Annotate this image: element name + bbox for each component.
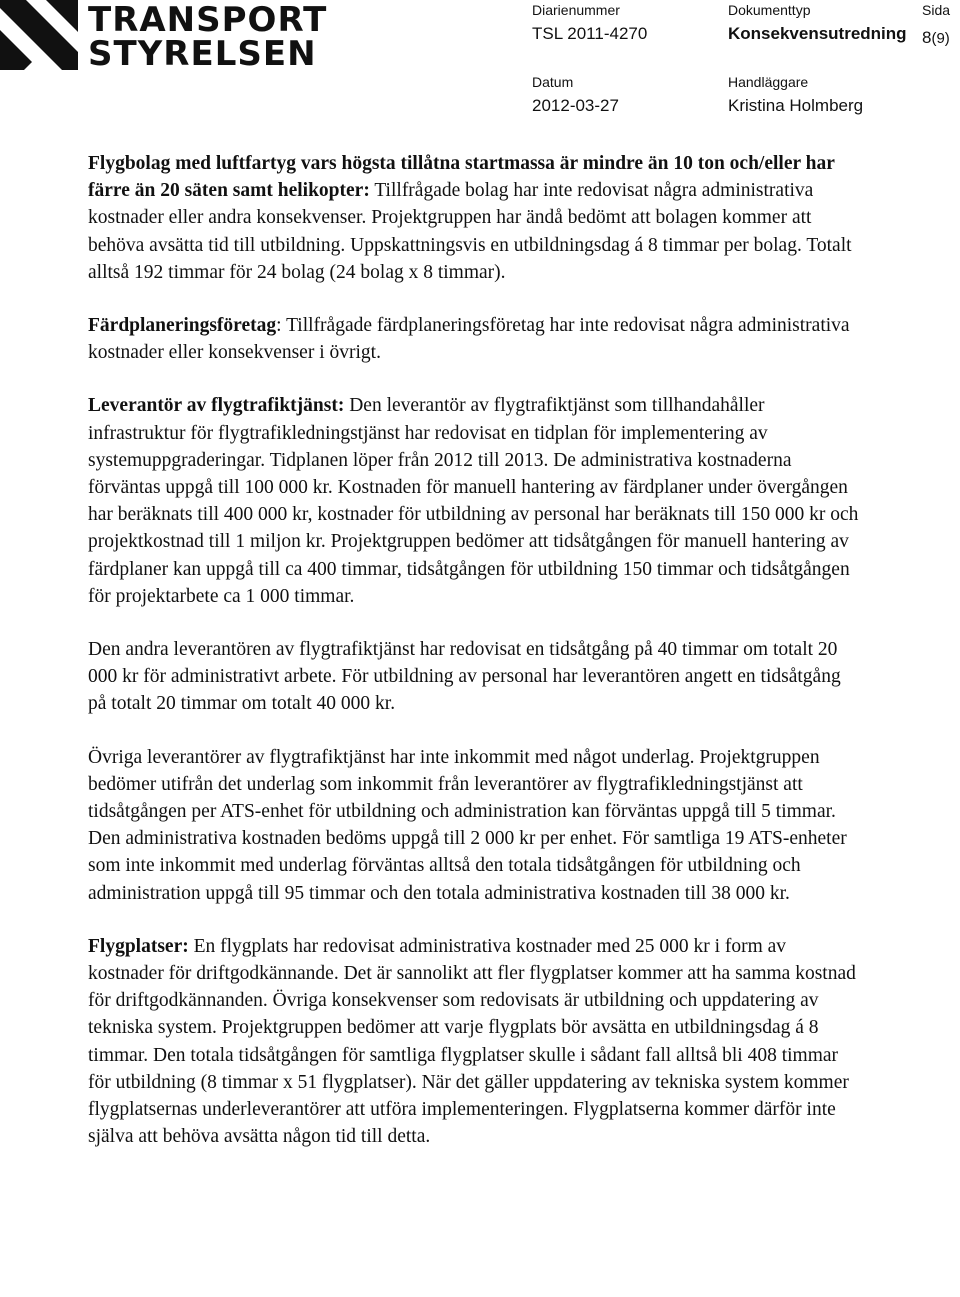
paragraph-lead: Färdplaneringsföretag: [88, 315, 277, 337]
logo-text-line1: TRANSPORT: [88, 0, 328, 40]
paragraph-text: : Tillfrågade färdplaneringsföretag har inte redovisat några administrativa kostnader eller konsekvenser i övrigt.: [88, 315, 850, 364]
paragraph-andra-leverantoren: [88, 636, 860, 718]
datum-label: Datum: [532, 74, 574, 90]
paragraph-text: Den leverantör av flygtrafiktjänst som tillhandahåller infrastruktur för flygtrafikledningstjänst har redovisat en tidplan för implementering av systemuppgraderingar. Tidplanen löper från 2012 till 2013. De administrativa kostnaderna förväntas uppgå till 100 000 kr. Kostnaden för manuell hantering av färdplaner under övergången har beräknats till 400 000 kr, kostnader för utbildning av personal har beräknats till 150 000 kr och projektkostnad till 1 miljon kr. Projektgruppen bedömer att tidsåtgången för manuell hantering av färdplaner kan uppgå till ca 400 timmar, tidsåtgången för utbildning 150 timmar och tidsåtgången för projektarbete ca 1 000 timmar.: [88, 395, 859, 607]
paragraph-lead: Flygplatser:: [88, 935, 189, 957]
paragraph-ovriga-leverantorer: [88, 744, 860, 907]
page-current: 8: [922, 28, 932, 47]
handlaggare-value: Kristina Holmberg: [728, 96, 864, 115]
datum-value: 2012-03-27: [532, 96, 619, 115]
logo-mark-icon: [0, 0, 80, 70]
page-number: [922, 28, 950, 48]
paragraph-fardplanering: [88, 312, 860, 366]
dokumenttyp-label: Dokumenttyp: [728, 2, 811, 18]
paragraph-text: Tillfrågade bolag har inte redovisat några administrativa kostnader eller andra konsekvenser. Projektgruppen har ändå bedömt att bolagen kommer att behöva avsätta tid till utbildning. Uppskattningsvis en utbildningsdag á 8 timmar per bolag. Totalt alltså 192 timmar för 24 bolag (24 bolag x 8 timmar).: [88, 180, 852, 283]
diarienummer-label: Diarienummer: [532, 2, 620, 18]
document-body: [88, 150, 860, 1177]
paragraph-leverantor: [88, 392, 860, 610]
page-total: (9): [931, 30, 950, 47]
paragraph-lead: Flygbolag med luftfartyg vars högsta tillåtna startmassa är mindre än 10 ton och/eller har färre än 20 säten samt helikopter:: [88, 153, 835, 202]
paragraph-text: Övriga leverantörer av flygtrafiktjänst har inte inkommit med något underlag. Projektgruppen bedömer utifrån det underlag som inkommit från leverantörer av flygtrafikledningstjänst att tidsåtgången per ATS-enhet för utbildning och administration kan förväntas uppgå till 5 timmar. Den administrativa kostnaden bedöms uppgå till 2 000 kr per enhet. För samtliga 19 ATS-enheter som inte inkommit med underlag förväntas alltså den totala tidsåtgången för utbildning och administration uppgå till 95 timmar och den totala administrativa kostnaden till 38 000 kr.: [88, 746, 847, 904]
paragraph-flygplatser: [88, 933, 860, 1151]
paragraph-flygbolag: [88, 150, 860, 286]
logo-text-line2: STYRELSEN: [88, 34, 317, 74]
document-header: [0, 0, 960, 130]
paragraph-text: En flygplats har redovisat administrativa kostnader med 25 000 kr i form av kostnader för driftgodkännande. Det är sannolikt att fler flygplatser kommer att ha samma kostnad för driftgodkännanden. Övriga konsekvenser som redovisats är utbildning och uppdatering av tekniska system. Projektgruppen bedömer att varje flygplats bör avsätta en utbildningsdag á 8 timmar. Den totala tidsåtgången för samtliga flygplatser skulle i sådant fall alltså bli 408 timmar för utbildning (8 timmar x 51 flygplatser). När det gäller uppdatering av tekniska system kommer flygplatsernas underleverantörer att utföra implementeringen. Flygplatserna kommer därför inte själva att behöva avsätta någon tid till detta.: [88, 935, 856, 1148]
paragraph-lead: Leverantör av flygtrafiktjänst:: [88, 395, 345, 417]
sida-label: Sida: [922, 2, 951, 18]
dokumenttyp-value: Konsekvensutredning: [728, 24, 907, 43]
paragraph-text: Den andra leverantören av flygtrafiktjänst har redovisat en tidsåtgång på 40 timmar om totalt 20 000 kr för administrativt arbete. För utbildning av personal har leverantören angett en tidsåtgång på totalt 20 timmar om totalt 40 000 kr.: [88, 639, 841, 715]
transportstyrelsen-logo: [0, 0, 328, 74]
diarienummer-value: TSL 2011-4270: [532, 24, 648, 43]
handlaggare-label: Handläggare: [728, 74, 809, 90]
